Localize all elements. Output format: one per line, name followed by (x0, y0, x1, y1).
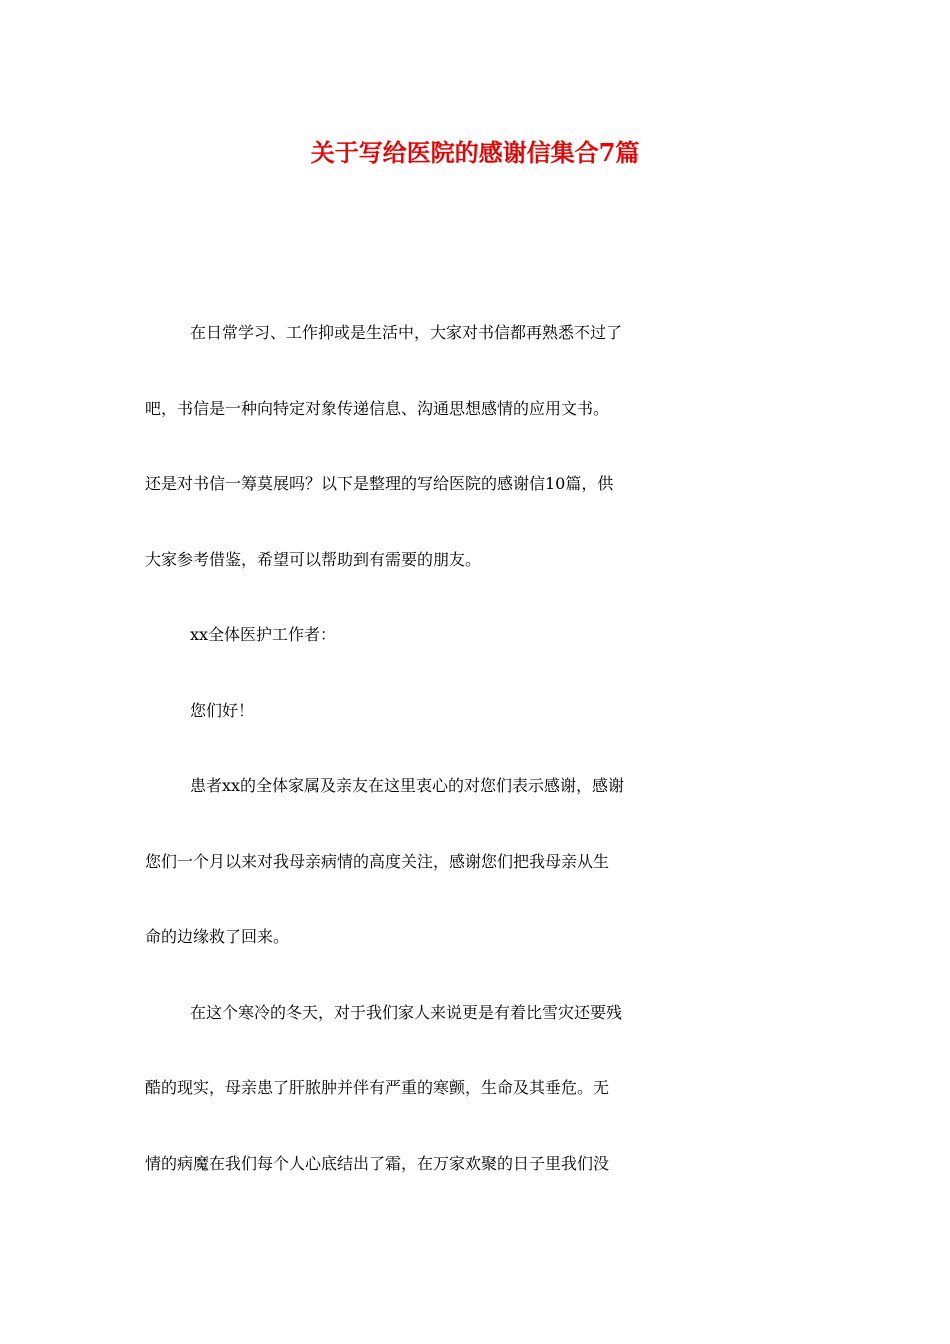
text-line: 患者xx的全体家属及亲友在这里衷心的对您们表示感谢，感谢 (190, 776, 625, 795)
text-line: 您们好！ (190, 700, 255, 720)
document-title: 关于写给医院的感谢信集合7篇 (310, 138, 640, 167)
text-line: 在这个寒冷的冬天，对于我们家人来说更是有着比雪灾还要残 (190, 1002, 623, 1022)
text-line: 在日常学习、工作抑或是生活中，大家对书信都再熟悉不过了 (190, 323, 623, 342)
text-line: 大家参考借鉴，希望可以帮助到有需要的朋友。 (145, 549, 482, 569)
paragraph-greeting (145, 698, 807, 774)
paragraph-salutation (145, 622, 807, 698)
document-body (145, 320, 807, 1226)
paragraph-thanks (145, 773, 807, 1000)
text-line: xx全体医护工作者： (190, 625, 337, 644)
text-line: 吧，书信是一种向特定对象传递信息、沟通思想感情的应用文书。 (145, 398, 610, 418)
text-line: 您们一个月以来对我母亲病情的高度关注，感谢您们把我母亲从生 (145, 851, 610, 871)
paragraph-winter (145, 1000, 807, 1227)
text-line: 情的病魔在我们每个人心底结出了霜，在万家欢聚的日子里我们没 (145, 1153, 610, 1173)
text-line: 还是对书信一筹莫展吗？以下是整理的写给医院的感谢信10篇，供 (145, 474, 614, 493)
text-line: 酷的现实，母亲患了肝脓肿并伴有严重的寒颤，生命及其垂危。无 (145, 1078, 610, 1097)
text-line: 命的边缘救了回来。 (145, 927, 290, 946)
paragraph-intro (145, 320, 807, 622)
